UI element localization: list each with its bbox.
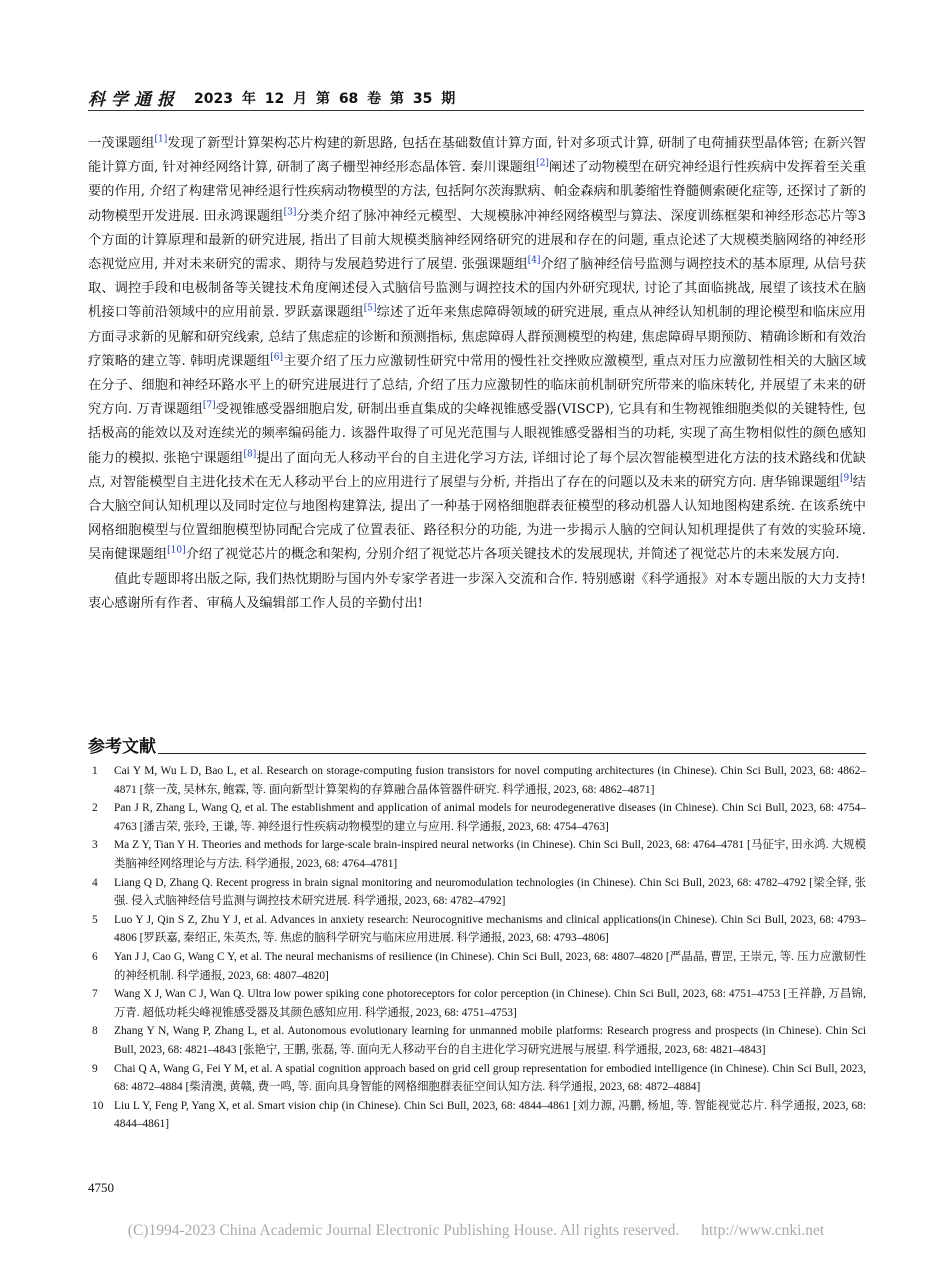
paragraph-acknowledgement: 值此专题即将出版之际, 我们热忱期盼与国内外专家学者进一步深入交流和合作. 特别感谢《科学通报》对本专题出版的大力支持! 衷心感谢所有作者、审稿人及编辑部工作人员的辛勤付出!	[88, 571, 866, 611]
citation-marker[interactable]: [6]	[270, 352, 283, 363]
reference-text: Liang Q D, Zhang Q. Recent progress in brain signal monitoring and neuromodulation technologies (in Chinese). Chin Sci Bull, 2023, 68: 4782–4792 [梁全铎, 张强. 侵入式脑神经信号监测与调控技术研究进展. 科学通报, 2023, 68: 4782–4792]	[114, 876, 866, 908]
journal-logo: 科学通报	[88, 90, 180, 110]
citation-marker[interactable]: [9]	[840, 473, 853, 484]
reference-item	[88, 874, 866, 911]
references-title: 参考文献	[88, 737, 156, 757]
reference-item	[88, 1022, 866, 1059]
reference-number: 9	[92, 1062, 98, 1075]
reference-text: Zhang Y N, Wang P, Zhang L, et al. Autonomous evolutionary learning for unmanned mobile platforms: Research progress and prospects (in Chinese). Chin Sci Bull, 2023, 68: 4821–4843 [张艳宁, 王鹏, 张磊, 等. 面向无人移动平台的自主进化学习研究进展与展望. 科学通报, 2023, 68: 4821–4843]	[114, 1025, 866, 1056]
page-number: 4750	[88, 1180, 114, 1195]
reference-item	[88, 911, 866, 948]
reference-text: Pan J R, Zhang L, Wang Q, et al. The establishment and application of animal models for neurodegenerative diseases (in Chinese). Chin Sci Bull, 2023, 68: 4754–4763 [潘吉荣, 张玲, 王谦, 等. 神经退行性疾病动物模型的建立与应用. 科学通报, 2023, 68: 4754–4763]	[114, 802, 866, 833]
reference-text: Ma Z Y, Tian Y H. Theories and methods for large-scale brain-inspired neural networks (in Chinese). Chin Sci Bull, 2023, 68: 4764–4781 [马征宇, 田永鸿. 大规模类脑神经网络理论与方法. 科学通报, 2023, 68: 4764–4781]	[114, 839, 866, 870]
paragraph-text: 提出了面向无人移动平台的自主进化学习方法, 详细讨论了每个层次智能模型进化方法的技术路线和优缺点, 对智能模型自主进化技术在无人移动平台上的应用进行了展望与分析, 并指出了存在的问题以及未来的研究方向. 唐华锦课题组	[88, 450, 866, 490]
reference-number: 6	[92, 950, 98, 963]
reference-item	[88, 836, 866, 873]
reference-item	[88, 985, 866, 1022]
citation-marker[interactable]: [1]	[154, 134, 168, 145]
reference-text: Cai Y M, Wu L D, Bao L, et al. Research on storage-computing fusion transistors for novel computing architectures (in Chinese). Chin Sci Bull, 2023, 68: 4862–4871 [蔡一茂, 吴林东, 鲍霖, 等. 面向新型计算架构的存算融合晶体管器件研究. 科学通报, 2023, 68: 4862–4871]	[114, 765, 866, 796]
paragraph-text: 综述了近年来焦虑障碍领域的研究进展, 重点从神经认知机制的理论模型和临床应用方面寻求新的见解和研究线索, 总结了焦虑症的诊断和预测指标, 焦虑障碍人群预测模型的构建, 焦虑障碍早期预防、精确诊断和有效治疗策略的建立等. 韩明虎课题组	[88, 305, 866, 369]
paragraph-text: 介绍了脑神经信号监测与调控技术的基本原理, 从信号获取、调控手段和电极制备等关键技术角度阐述侵入式脑信号监测与调控技术的国内外研究现状, 讨论了其面临挑战, 展望了该技术在脑机接口等前沿领域中的应用前景. 罗跃嘉课题组	[88, 257, 866, 321]
reference-text: Wang X J, Wan C J, Wan Q. Ultra low power spiking cone photoreceptors for color perception (in Chinese). Chin Sci Bull, 2023, 68: 4751–4753 [王祥静, 万昌锦, 万青. 超低功耗尖峰视锥感受器及其颜色感知应用. 科学通报, 2023, 68: 4751–4753]	[114, 988, 866, 1019]
references-heading	[88, 732, 866, 757]
reference-text: Chai Q A, Wang G, Fei Y M, et al. A spatial cognition approach based on grid cell group representation for embodied intelligence (in Chinese). Chin Sci Bull, 2023, 68: 4872–4884 [柴清澳, 黄赣, 费一鸣, 等. 面向具身智能的网格细胞群表征空间认知方法. 科学通报, 2023, 68: 4872–4884]	[114, 1062, 866, 1094]
paragraph-text: 介绍了视觉芯片的概念和架构, 分别介绍了视觉芯片各项关键技术的发展现状, 并简述了视觉芯片的未来发展方向.	[185, 547, 840, 563]
citation-marker[interactable]: [3]	[283, 207, 297, 218]
reference-item	[88, 948, 866, 985]
paragraph-summary	[88, 132, 866, 568]
reference-number: 3	[92, 839, 98, 852]
paragraph-text: 受视锥感受器细胞启发, 研制出垂直集成的尖峰视锥感受器(VISCP), 它具有和生物视锥细胞类似的关键特性, 包括极高的能效以及对连续光的频率编码能力. 该器件取得了可见光范围与人眼视锥感受器相当的功耗, 实现了高生物相似性的颜色感知能力的模拟. 张艳宁课题组	[88, 402, 866, 466]
citation-marker[interactable]: [4]	[527, 255, 541, 266]
citation-marker[interactable]: [7]	[202, 400, 216, 411]
citation-marker[interactable]: [5]	[363, 304, 377, 315]
reference-text: Yan J J, Cao G, Wang C Y, et al. The neural mechanisms of resilience (in Chinese). Chin Sci Bull, 2023, 68: 4807–4820 [严晶晶, 曹罡, 王崇元, 等. 压力应激韧性的神经机制. 科学通报, 2023, 68: 4807–4820]	[114, 950, 866, 982]
citation-marker[interactable]: [2]	[536, 158, 549, 169]
reference-item	[88, 1060, 866, 1097]
running-header	[88, 86, 864, 111]
issue-info: 2023 年 12 月 第 68 卷 第 35 期	[194, 91, 456, 107]
reference-text: Liu L Y, Feng P, Yang X, et al. Smart vision chip (in Chinese). Chin Sci Bull, 2023, 68: 4844–4861 [刘力源, 冯鹏, 杨旭, 等. 智能视觉芯片. 科学通报, 2023, 68: 4844–4861]	[114, 1099, 866, 1131]
paragraph-text: 阐述了动物模型在研究神经退行性疾病中发挥着至关重要的作用, 介绍了构建常见神经退行性疾病动物模型的方法, 包括阿尔茨海默病、帕金森病和肌萎缩性脊髓侧索硬化症等, 还探讨了新的动物模型开发进展. 田永鸿课题组	[88, 160, 867, 224]
reference-number: 1	[92, 765, 98, 777]
reference-number: 5	[92, 913, 98, 926]
reference-number: 4	[92, 876, 98, 889]
heading-rule	[158, 753, 866, 754]
copyright-footer	[0, 1222, 952, 1240]
reference-list	[88, 762, 866, 1134]
paragraph-text: 主要介绍了压力应激韧性研究中常用的慢性社交挫败应激模型, 重点对压力应激韧性相关的大脑区域在分子、细胞和神经环路水平上的研究进展进行了总结, 介绍了压力应激韧性的临床前机制研究所带来的临床转化, 并展望了未来的研究方向. 万青课题组	[88, 353, 866, 418]
article-body	[88, 132, 866, 616]
reference-number: 7	[92, 988, 98, 1001]
reference-number: 10	[92, 1099, 104, 1112]
footer-url[interactable]: http://www.cnki.net	[701, 1222, 825, 1239]
paragraph-text: 结合大脑空间认知机理以及同时定位与地图构建算法, 提出了一种基于网格细胞群表征模型的移动机器人认知地图构建系统. 在该系统中网格细胞模型与位置细胞模型协同配合完成了位置表征、路径积分的功能, 为进一步揭示人脑的空间认知机理提供了有效的实验环境. 吴南健课题组	[88, 474, 866, 563]
paragraph-text: 发现了新型计算架构芯片构建的新思路, 包括在基础数值计算方面, 针对多项式计算, 研制了电荷捕获型晶体管; 在新兴智能计算方面, 针对神经网络计算, 研制了离子栅型神经形态晶体管. 秦川课题组	[88, 136, 866, 176]
reference-text: Luo Y J, Qin S Z, Zhu Y J, et al. Advances in anxiety research: Neurocognitive mechanisms and clinical applications(in Chinese). Chin Sci Bull, 2023, 68: 4793–4806 [罗跃嘉, 秦绍正, 朱英杰, 等. 焦虑的脑科学研究与临床应用进展. 科学通报, 2023, 68: 4793–4806]	[114, 913, 866, 945]
reference-item	[88, 1097, 866, 1134]
reference-number: 8	[92, 1025, 98, 1038]
reference-item	[88, 762, 866, 799]
citation-marker[interactable]: [8]	[243, 449, 257, 460]
citation-marker[interactable]: [10]	[167, 546, 186, 557]
reference-item	[88, 799, 866, 836]
copyright-text: (C)1994-2023 China Academic Journal Electronic Publishing House. All rights reserved.	[127, 1222, 680, 1239]
reference-number: 2	[92, 802, 98, 815]
paragraph-text: 分类介绍了脉冲神经元模型、大规模脉冲神经网络模型与算法、深度训练框架和神经形态芯片等3个方面的计算原理和最新的研究进展, 指出了目前大规模类脑神经网络研究的进展和存在的问题, 重点论述了大规模类脑网络的神经形态视觉应用, 并对未来研究的需求、期待与发展趋势进行了展望. 张强课题组	[88, 208, 866, 273]
paragraph-text: 一茂课题组	[88, 136, 155, 151]
